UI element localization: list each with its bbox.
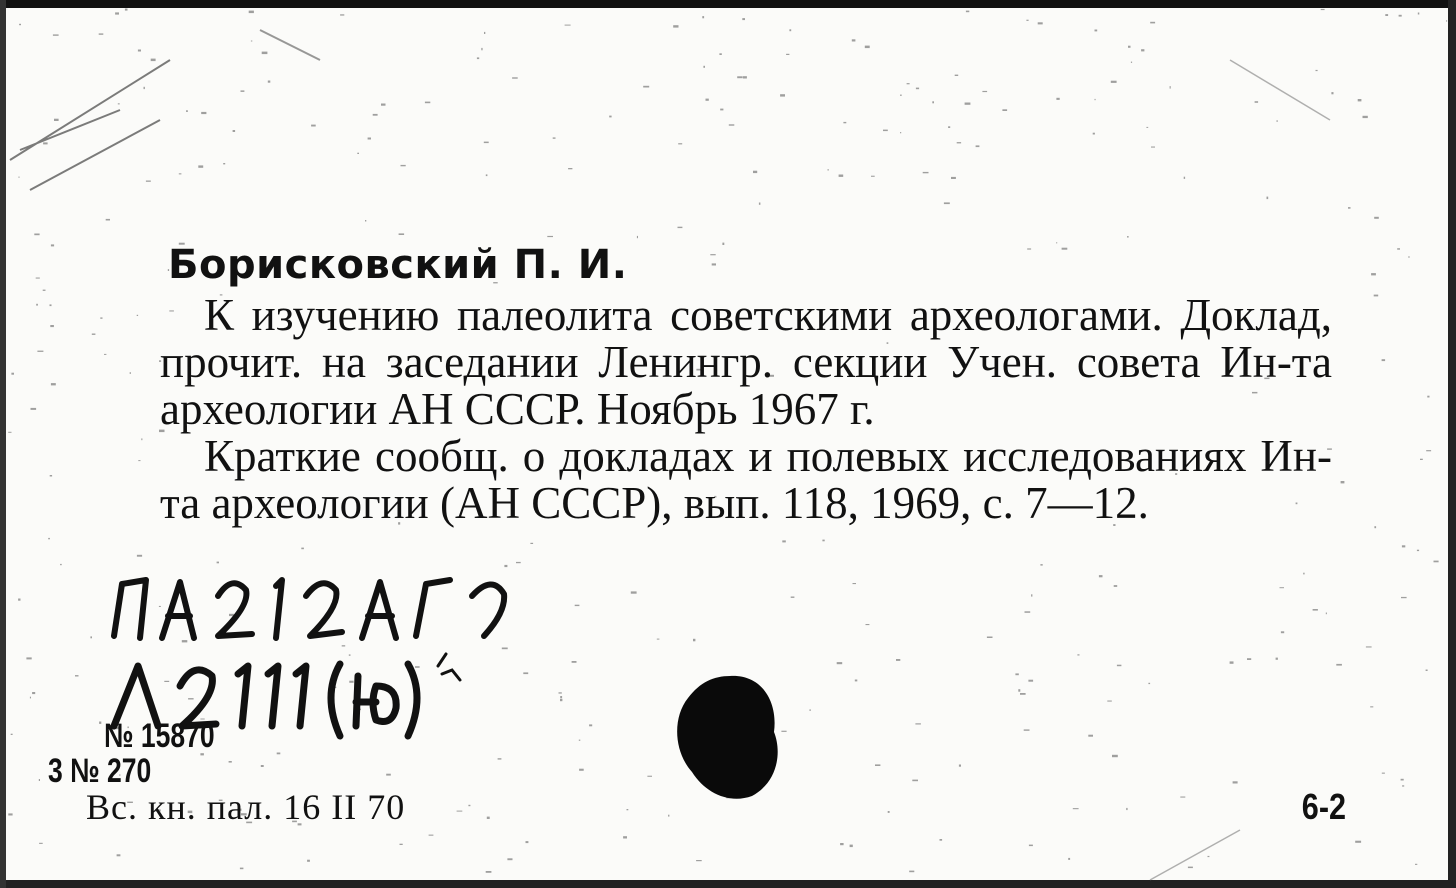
- footer-line: Вс. кн. пал. 16 II 70: [86, 787, 406, 827]
- stamp-number: № 15870: [104, 717, 215, 755]
- author-name: Борисковский П. И.: [168, 242, 628, 288]
- card-body: [160, 292, 1332, 527]
- corner-code: 6-2: [1301, 786, 1346, 827]
- punch-hole-blot: [670, 672, 790, 802]
- stamp-series: 3 № 270: [48, 752, 152, 790]
- source-paragraph: Краткие сообщ. о докладах и полевых исследованиях Ин-та археологии (АН СССР), вып. 118, 1969, с. 7—12.: [160, 431, 1332, 528]
- title-paragraph: К изучению палеолита советскими археологами. Доклад, прочит. на заседании Ленингр. секции Учен. совета Ин-та археологии АН СССР. Ноябрь 1967 г.: [160, 290, 1332, 434]
- handwritten-shelfmark-1: [100, 566, 520, 646]
